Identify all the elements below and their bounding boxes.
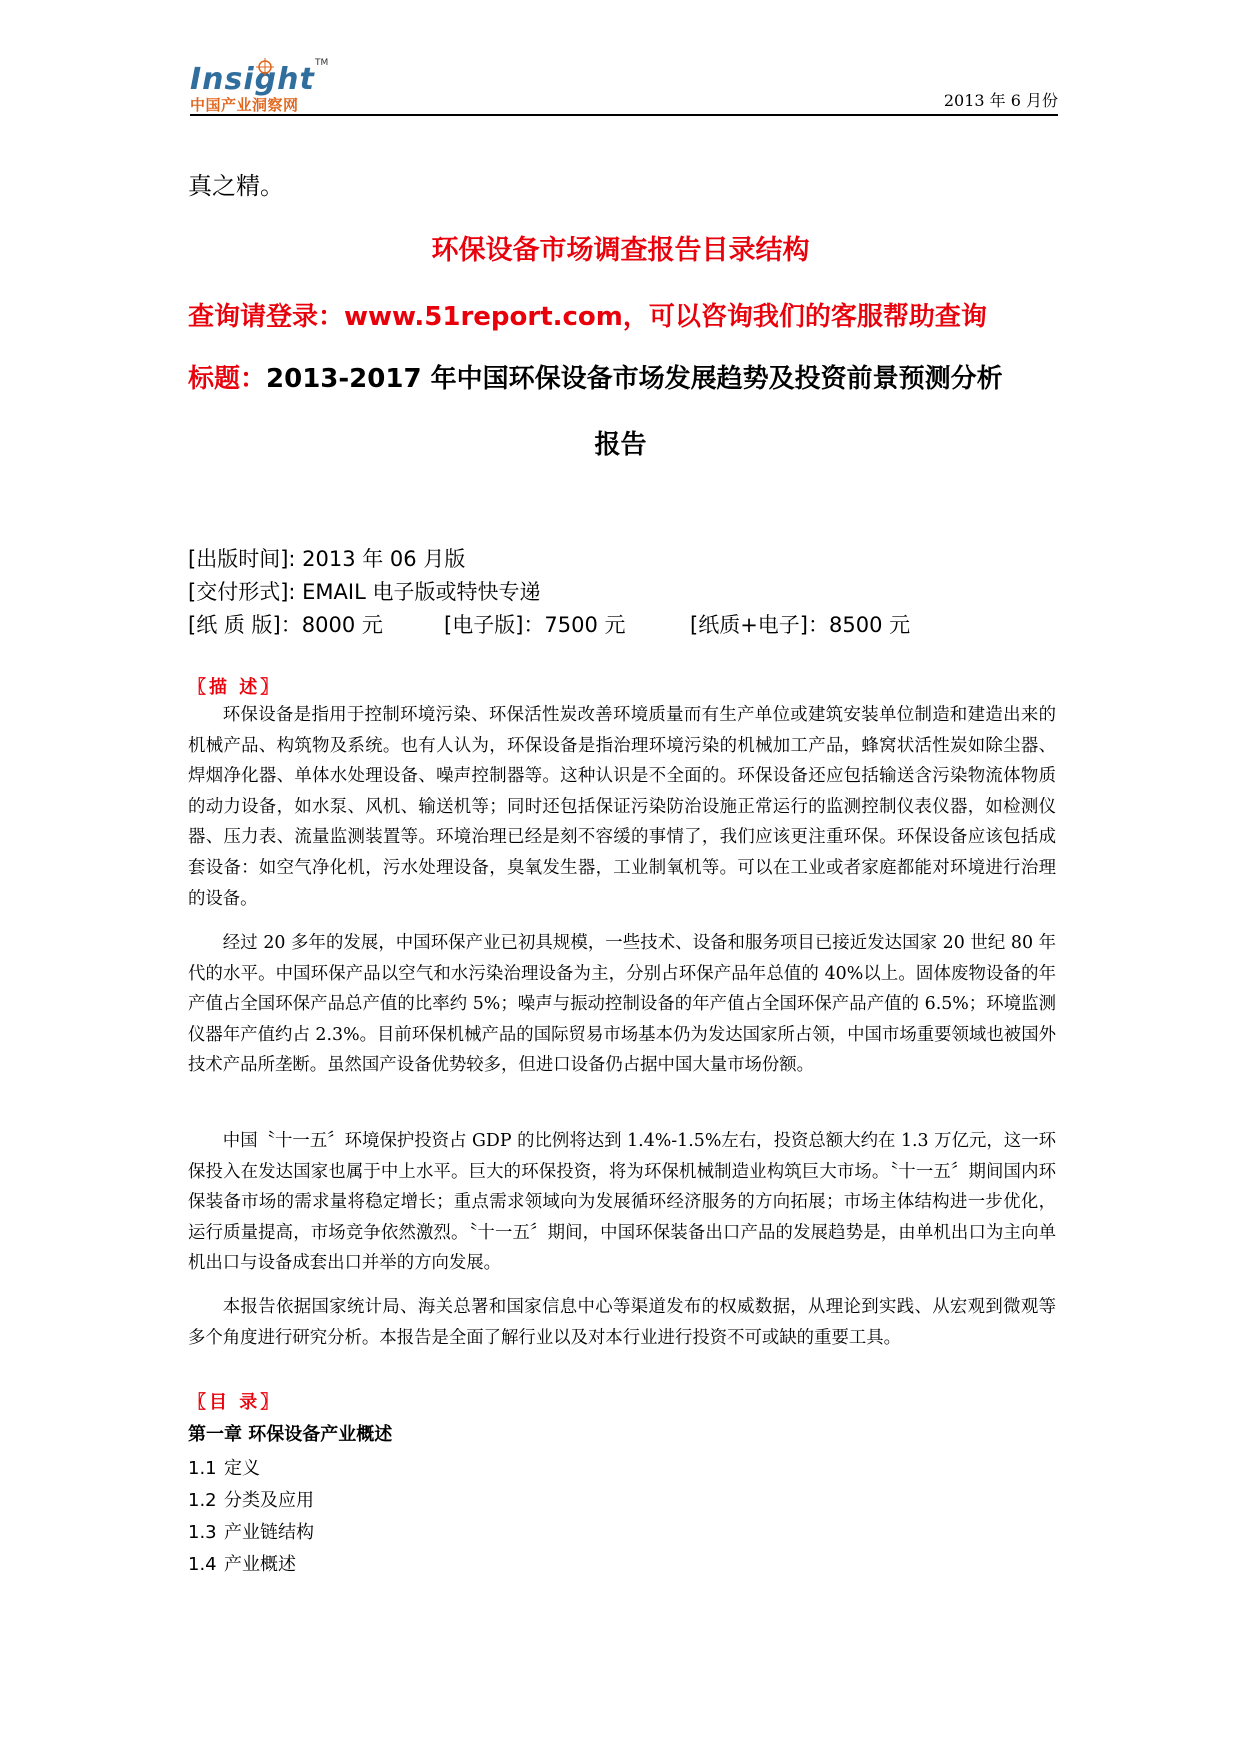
page-header (190, 56, 1058, 116)
toc-item-number: 1.2 (188, 1490, 217, 1511)
report-title-continued: 报告 (594, 430, 647, 460)
crosshair-icon (256, 58, 274, 76)
toc-item-number: 1.4 (188, 1554, 217, 1575)
query-line: 查询请登录：www.51report.com，可以咨询我们的客服帮助查询 (188, 302, 987, 332)
toc-item-label: 产业链结构 (224, 1522, 314, 1543)
report-title-label: 标题： (188, 364, 267, 394)
toc-item (188, 1454, 260, 1480)
toc-item (188, 1550, 296, 1576)
toc-item-label: 产业概述 (224, 1554, 296, 1575)
paragraph-text: 环保设备是指用于控制环境污染、环保活性炭改善环境质量而有生产单位或建筑安装单位制造和建造出来的机械产品、构筑物及系统。也有人认为，环保设备是指治理环境污染的机械加工产品，蜂窝状活性炭如除尘器、焊烟净化器、单体水处理设备、噪声控制器等。这种认识是不全面的。环保设备还应包括输送含污染物流体物质的动力设备，如水泵、风机、输送机等；同时还包括保证污染防治设施正常运行的监测控制仪表仪器，如检测仪器、压力表、流量监测装置等。环境治理已经是刻不容缓的事情了，我们应该更注重环保。环保设备应该包括成套设备：如空气净化机，污水处理设备，臭氧发生器，工业制氧机等。可以在工业或者家庭都能对环境进行治理的设备。 (188, 705, 1056, 909)
toc-item-number: 1.3 (188, 1522, 217, 1543)
logo-chinese-name: 中国产业洞察网 (190, 96, 299, 114)
logo-text: Insight (190, 62, 315, 97)
toc-item (188, 1518, 314, 1544)
report-title-text: 2013-2017 年中国环保设备市场发展趋势及投资前景预测分析 (266, 364, 1003, 394)
header-date: 2013 年 6 月份 (943, 91, 1058, 110)
description-paragraph (188, 700, 1056, 914)
description-paragraph (188, 1126, 1056, 1279)
description-heading: 〖描 述〗 (188, 677, 282, 698)
paragraph-text: 本报告依据国家统计局、海关总署和国家信息中心等渠道发布的权威数据，从理论到实践、从宏观到微观等多个角度进行研究分析。本报告是全面了解行业以及对本行业进行投资不可或缺的重要工具。 (188, 1297, 1056, 1348)
price-both: [纸质+电子]：8500 元 (690, 613, 911, 637)
toc-item-number: 1.1 (188, 1458, 217, 1479)
price-paper: [纸 质 版]：8000 元 (188, 613, 383, 637)
paragraph-text: 经过 20 多年的发展，中国环保产业已初具规模，一些技术、设备和服务项目已接近发达国家 20 世纪 80 年代的水平。中国环保产品以空气和水污染治理设备为主，分别占环保产品年总值的 40%以上。固体废物设备的年产值占全国环保产品总产值的比率约 5%；噪声与振动控制设备的年产值占全国环保产品产值的 6.5%；环境监测仪器年产值约占 2.3%。目前环保机械产品的国际贸易市场基本仍为发达国家所占领，中国市场重要领域也被国外技术产品所垄断。虽然国产设备优势较多，但进口设备仍占据中国大量市场份额。 (188, 933, 1056, 1076)
toc-item-label: 分类及应用 (224, 1490, 314, 1511)
insight-logo (190, 56, 390, 114)
toc-item (188, 1486, 314, 1512)
toc-chapter: 第一章 环保设备产业概述 (188, 1424, 393, 1445)
toc-item-label: 定义 (224, 1458, 260, 1479)
intro-text: 真之精。 (188, 172, 284, 200)
description-paragraph (188, 1292, 1056, 1353)
description-paragraph (188, 928, 1056, 1081)
price-electronic: [电子版]：7500 元 (444, 613, 626, 637)
document-title: 环保设备市场调查报告目录结构 (431, 235, 810, 266)
price-line (188, 609, 910, 639)
publish-date: [出版时间]: 2013 年 06 月版 (188, 547, 466, 571)
report-title (188, 358, 1003, 395)
toc-heading: 〖目 录〗 (188, 1392, 282, 1413)
logo-trademark: TM (315, 58, 329, 68)
delivery-format: [交付形式]: EMAIL 电子版或特快专递 (188, 580, 541, 604)
paragraph-text: 中国〝十一五〞环境保护投资占 GDP 的比例将达到 1.4%-1.5%左右，投资总额大约在 1.3 万亿元，这一环保投入在发达国家也属于中上水平。巨大的环保投资，将为环保机械制造业构筑巨大市场。〝十一五〞期间国内环保装备市场的需求量将稳定增长；重点需求领域向为发展循环经济服务的方向拓展；市场主体结构进一步优化，运行质量提高，市场竞争依然激烈。〝十一五〞期间，中国环保装备出口产品的发展趋势是，由单机出口为主向单机出口与设备成套出口并举的方向发展。 (188, 1131, 1056, 1274)
